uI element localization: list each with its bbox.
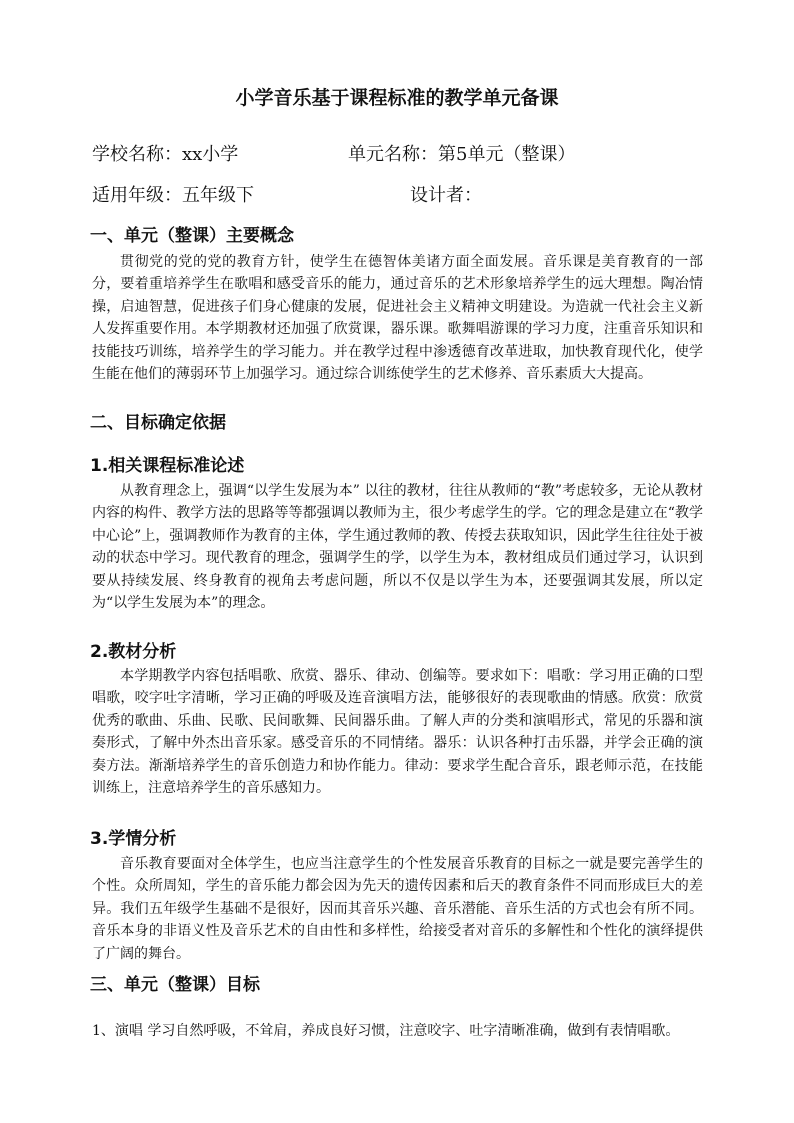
info-row-grade-designer xyxy=(92,181,482,207)
section-3-paragraph: 1、演唱 学习自然呼吸，不耸肩，养成良好习惯，注意咬字、吐字清晰准确，做到有表情唱歌。 xyxy=(92,1023,680,1039)
section-2-2-paragraph: 本学期教学内容包括唱歌、欣赏、器乐、律动、创编等。要求如下：唱歌：学习用正确的口型唱歌，咬字吐字清晰，学习正确的呼吸及连音演唱方法，能够很好的表现歌曲的情感。欣赏：欣赏优秀的歌曲、乐曲、民歌、民间歌舞、民间器乐曲。了解人声的分类和演唱形式，常见的乐器和演奏形式，了解中外杰出音乐家。感受音乐的不同情绪。器乐：认识各种打击乐器，并学会正确的演奏方法。渐渐培养学生的音乐创造力和协作能力。律动：要求学生配合音乐，跟老师示范，在技能训练上，注意培养学生的音乐感知力。 xyxy=(92,668,703,797)
grade-level: 适用年级：五年级下 xyxy=(92,185,254,206)
document-title: 小学音乐基于课程标准的教学单元备课 xyxy=(235,87,559,109)
section-2-1-heading: 1.相关课程标准论述 xyxy=(90,456,245,476)
section-2-3-paragraph: 音乐教育要面对全体学生，也应当注意学生的个性发展音乐教育的目标之一就是要完善学生的个性。众所周知，学生的音乐能力都会因为先天的遗传因素和后天的教育条件不同而形成巨大的差异。我们五年级学生基础不是很好，因而其音乐兴趣、音乐潜能、音乐生活的方式也会有所不同。音乐本身的非语义性及音乐艺术的自由性和多样性，给接受者对音乐的多解性和个性化的演绎提供了广阔的舞台。 xyxy=(92,856,703,962)
unit-name: 单元名称：第5单元（整课） xyxy=(348,144,576,165)
section-2-heading: 二、目标确定依据 xyxy=(90,413,226,433)
section-2-3-heading: 3.学情分析 xyxy=(90,829,177,849)
section-1-paragraph: 贯彻党的党的党的教育方针，使学生在德智体美诸方面全面发展。音乐课是美育教育的一部分，要着重培养学生在歌唱和感受音乐的能力，通过音乐的艺术形象培养学生的远大理想。陶冶情操，启迪智慧，促进孩子们身心健康的发展，促进社会主义精神文明建设。为造就一代社会主义新人发挥重要作用。本学期教材还加强了欣赏课，器乐课。歌舞唱游课的学习力度，注重音乐知识和技能技巧训练，培养学生的学习能力。并在教学过程中渗透德育改革进取，加快教育现代化，使学生能在他们的薄弱环节上加强学习。通过综合训练使学生的艺术修养、音乐素质大大提高。 xyxy=(92,254,703,383)
section-1-heading: 一、单元（整课）主要概念 xyxy=(90,226,294,246)
info-row-school-unit xyxy=(92,140,576,166)
section-2-1-paragraph: 从教育理念上，强调“以学生发展为本” 以往的教材，往往从教师的“教”考虑较多，无论从教材内容的构件、教学方法的思路等等都强调以教师为主，很少考虑学生的学。它的理念是建立在“教学中心论”上，强调教师作为教育的主体，学生通过教师的教、传授去获取知识，因此学生往往处于被动的状态中学习。现代教育的理念，强调学生的学，以学生为本，教材组成员们通过学习，认识到要从持续发展、终身教育的视角去考虑问题，所以不仅是以学生为本，还要强调其发展，所以定为“以学生发展为本”的理念。 xyxy=(92,483,703,612)
section-3-heading: 三、单元（整课）目标 xyxy=(90,975,260,995)
section-2-2-heading: 2.教材分析 xyxy=(90,642,177,662)
designer: 设计者： xyxy=(410,185,482,206)
school-name: 学校名称：xx小学 xyxy=(92,144,239,165)
